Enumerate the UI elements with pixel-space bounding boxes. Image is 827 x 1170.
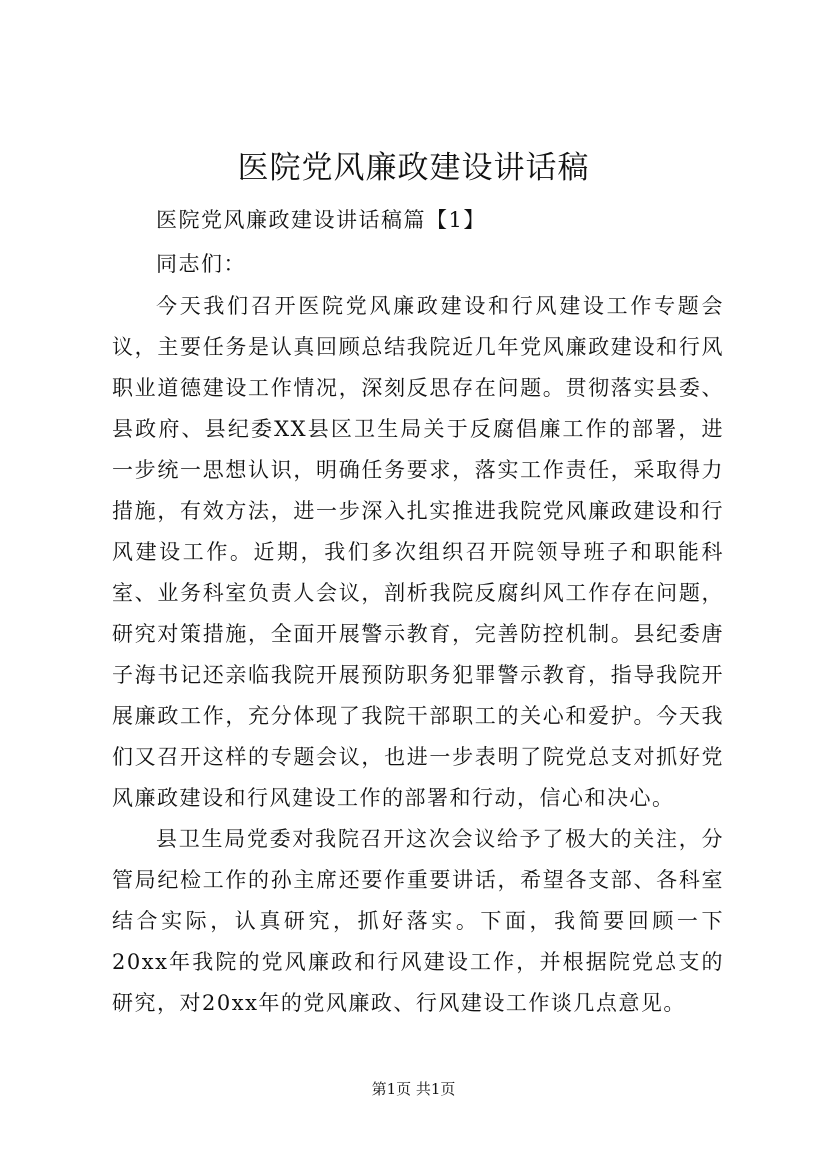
document-body <box>112 198 724 1024</box>
document-subtitle: 医院党风廉政建设讲话稿篇【1】 <box>156 208 486 232</box>
body-paragraph: 今天我们召开医院党风廉政建设和行风建设工作专题会议，主要任务是认真回顾总结我院近几年党风廉政建设和行风职业道德建设工作情况，深刻反思存在问题。贯彻落实县委、县政府、县纪委XX县区卫生局关于反腐倡廉工作的部署，进一步统一思想认识，明确任务要求，落实工作责任，采取得力措施，有效方法，进一步深入扎实推进我院党风廉政建设和行风建设工作。近期，我们多次组织召开院领导班子和职能科室、业务科室负责人会议，剖析我院反腐纠风工作存在问题，研究对策措施，全面开展警示教育，完善防控机制。县纪委唐子海书记还亲临我院开展预防职务犯罪警示教育，指导我院开展廉政工作，充分体现了我院干部职工的关心和爱护。今天我们又召开这样的专题会议，也进一步表明了院党总支对抓好党风廉政建设和行风建设工作的部署和行动，信心和决心。 <box>112 294 724 810</box>
document-title: 医院党风廉政建设讲话稿 <box>237 150 590 186</box>
page-footer: 第1页 共1页 <box>371 1080 456 1098</box>
salutation: 同志们： <box>156 252 246 276</box>
body-paragraph: 县卫生局党委对我院召开这次会议给予了极大的关注，分管局纪检工作的孙主席还要作重要讲话，希望各支部、各科室结合实际，认真研究，抓好落实。下面，我简要回顾一下20xx年我院的党风廉政和行风建设工作，并根据院党总支的研究，对20xx年的党风廉政、行风建设工作谈几点意见。 <box>112 827 724 1015</box>
